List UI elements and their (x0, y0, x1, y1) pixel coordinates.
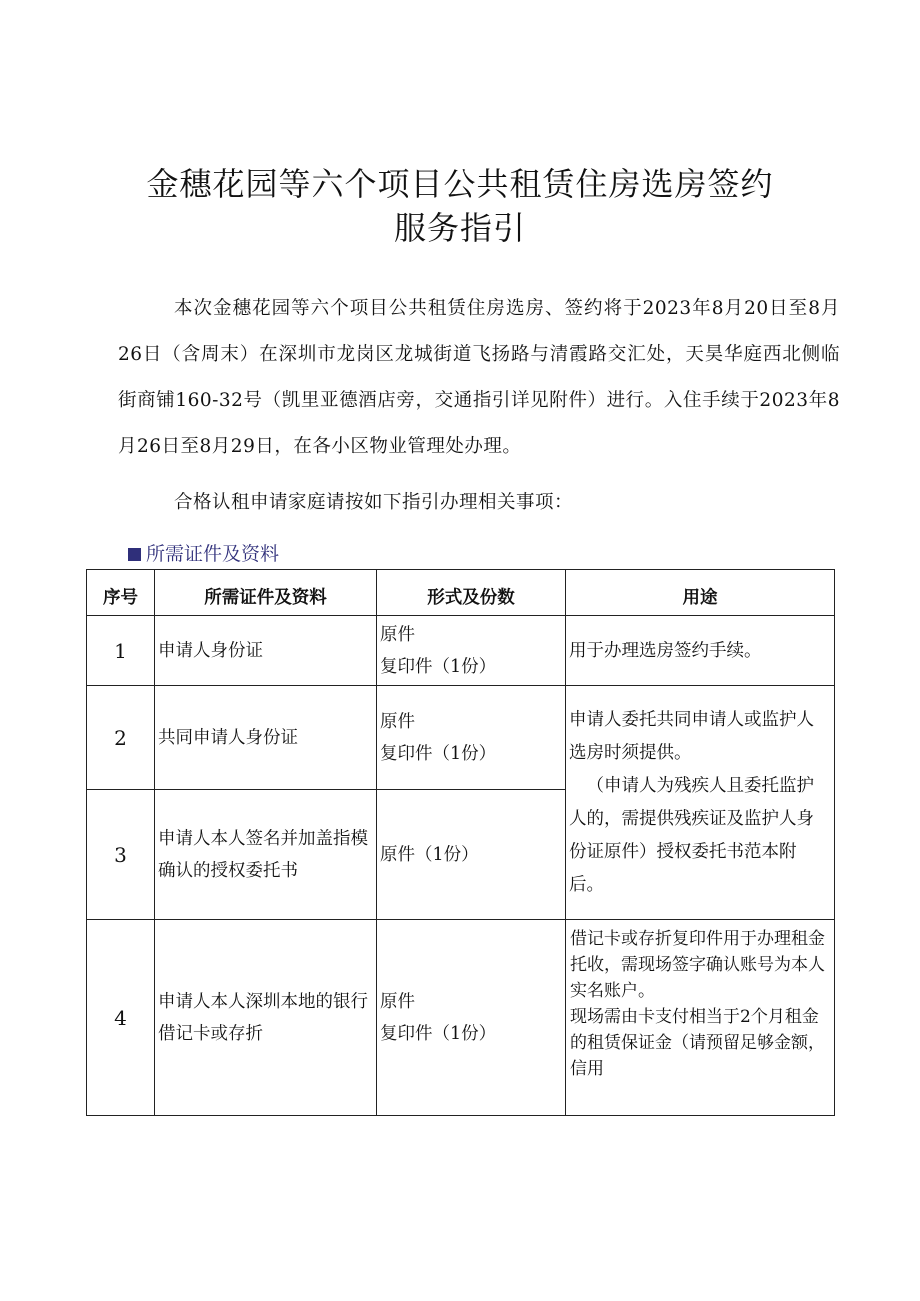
usage-line: 借记卡或存折复印件用于办理租金托收，需现场签字确认账号为本人实名账户。 (570, 929, 825, 1001)
section-title: 所需证件及资料 (146, 543, 280, 565)
instruction-paragraph: 合格认租申请家庭请按如下指引办理相关事项： (174, 492, 574, 513)
row-usage: 用于办理选房签约手续。 (566, 616, 835, 686)
row-number: 2 (87, 686, 155, 790)
row-usage-merged (566, 686, 835, 920)
row-number: 1 (87, 616, 155, 686)
table-row (87, 920, 835, 1116)
row-item: 申请人身份证 (155, 616, 377, 686)
form-line: 原件 (380, 624, 415, 645)
header-no: 序号 (87, 570, 155, 616)
table-row (87, 686, 835, 790)
form-line: 复印件（1份） (380, 656, 497, 677)
row-form (377, 686, 566, 790)
form-line: 复印件（1份） (380, 1023, 497, 1044)
document-title-line1: 金穗花园等六个项目公共租赁住房选房签约 (146, 165, 774, 203)
row-item: 共同申请人身份证 (155, 686, 377, 790)
form-line: 复印件（1份） (380, 743, 497, 764)
section-heading (128, 540, 279, 568)
row-item: 申请人本人签名并加盖指模确认的授权委托书 (155, 790, 377, 920)
table-header-row (87, 570, 835, 616)
row-item: 申请人本人深圳本地的银行借记卡或存折 (155, 920, 377, 1116)
header-form: 形式及份数 (377, 570, 566, 616)
documents-table (86, 569, 835, 1116)
row-number: 3 (87, 790, 155, 920)
intro-paragraph: 本次金穗花园等六个项目公共租赁住房选房、签约将于2023年8月20日至8月26日（含周末）在深圳市龙岗区龙城街道飞扬路与清霞路交汇处，天昊华庭西北侧临街商铺160-32号（凯里亚德酒店旁，交通指引详见附件）进行。入住手续于2023年8月26日至8月29日，在各小区物业管理处办理。 (118, 298, 840, 457)
usage-line: 申请人委托共同申请人或监护人选房时须提供。 (569, 709, 814, 763)
header-usage: 用途 (566, 570, 835, 616)
form-line: 原件 (380, 711, 415, 732)
form-line: 原件 (380, 991, 415, 1012)
row-form (377, 920, 566, 1116)
document-title-line2: 服务指引 (393, 209, 526, 247)
usage-line: （申请人为残疾人且委托监护人的，需提供残疾证及监护人身份证原件）授权委托书范本附后。 (569, 775, 814, 895)
row-number: 4 (87, 920, 155, 1116)
header-item: 所需证件及资料 (155, 570, 377, 616)
table-row (87, 616, 835, 686)
usage-line: 现场需由卡支付相当于2个月租金的租赁保证金（请预留足够金额，信用 (570, 1007, 825, 1079)
row-form: 原件（1份） (377, 790, 566, 920)
square-bullet-icon (128, 548, 141, 561)
row-form (377, 616, 566, 686)
row-usage (566, 920, 835, 1116)
